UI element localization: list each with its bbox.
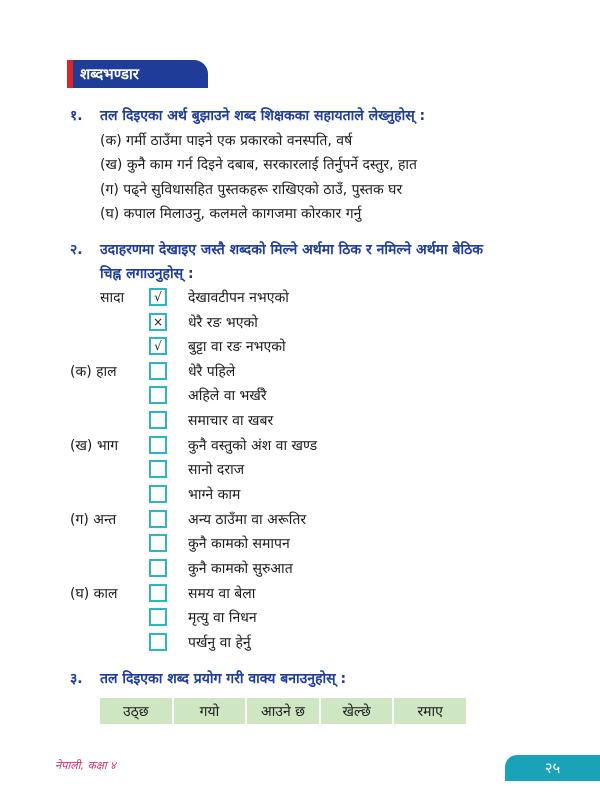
option-text: धेरै रङ भएको: [188, 315, 258, 331]
checkbox[interactable]: [149, 559, 167, 577]
option-text: कुनै वस्तुको अंश वा खण्ड: [188, 438, 318, 454]
q1-number: १.: [70, 108, 83, 124]
checkbox[interactable]: [149, 288, 167, 306]
option-text: बुट्टा वा रङ नभएको: [188, 339, 286, 355]
option-text: सानो दराज: [188, 462, 245, 478]
checkbox[interactable]: [149, 411, 167, 429]
checkbox[interactable]: [149, 608, 167, 626]
word-label-anta: (ग) अन्त: [70, 512, 117, 528]
word-cell: रमाए: [394, 698, 466, 724]
word-label-kaal: (घ) काल: [70, 586, 118, 602]
checkbox[interactable]: [149, 485, 167, 503]
checkbox[interactable]: [149, 460, 167, 478]
q1-instruction: तल दिइएका अर्थ बुझाउने शब्द शिक्षकका सहायताले लेख्नुहोस् :: [100, 108, 426, 124]
cross-mark: ×: [152, 315, 164, 329]
option-text: कुनै कामको समापन: [188, 536, 290, 552]
check-mark: √: [154, 290, 162, 304]
option-text: धेरै पहिले: [188, 364, 236, 380]
word-table: [100, 698, 466, 724]
option-text: समय वा बेला: [188, 586, 256, 602]
q1-item-kha: (ख) कुनै काम गर्न दिइने दबाब, सरकारलाई तिर्नुपर्ने दस्तुर, हात: [100, 157, 418, 173]
checkbox[interactable]: [149, 337, 167, 355]
q3-instruction: तल दिइएका शब्द प्रयोग गरी वाक्य बनाउनुहोस् :: [100, 671, 347, 687]
q2-instruction-line2: चिह्न लगाउनुहोस् :: [100, 266, 194, 282]
checkbox[interactable]: [149, 584, 167, 602]
word-cell: उठ्छ: [100, 698, 174, 724]
option-text: मृत्यु वा निधन: [188, 610, 257, 626]
q3-number: ३.: [70, 671, 83, 687]
word-label-saada: सादा: [100, 290, 125, 306]
section-header-accent: [67, 60, 73, 88]
checkbox[interactable]: [149, 510, 167, 528]
q2-number: २.: [70, 242, 83, 258]
q1-item-ga: (ग) पढ्ने सुविधासहित पुस्तकहरू राखिएको ठाउँ, पुस्तक घर: [100, 182, 403, 198]
checkbox[interactable]: [149, 362, 167, 380]
checkbox[interactable]: [149, 436, 167, 454]
book-title-footer: नेपाली, कक्षा ४: [55, 759, 116, 772]
word-label-bhaag: (ख) भाग: [70, 438, 119, 454]
word-cell: खेल्छे: [321, 698, 395, 724]
q1-item-gha: (घ) कपाल मिलाउनु, कलमले कागजमा कोरकार गर्नु: [100, 206, 362, 222]
option-text: कुनै कामको सुरुआत: [188, 561, 293, 577]
option-text: भाग्ने काम: [188, 487, 241, 503]
checkbox[interactable]: [149, 633, 167, 651]
option-text: समाचार वा खबर: [188, 413, 274, 429]
q1-item-ka: (क) गर्मी ठाउँमा पाइने एक प्रकारको वनस्पति, वर्ष: [100, 133, 353, 149]
option-text: अहिले वा भर्खरै: [188, 388, 267, 404]
page-number: २५: [505, 755, 600, 781]
section-title: शब्दभण्डार: [80, 65, 139, 83]
checkbox[interactable]: [149, 386, 167, 404]
option-text: पर्खनु वा हेर्नु: [188, 635, 251, 651]
checkbox[interactable]: [149, 313, 167, 331]
word-label-haal: (क) हाल: [70, 364, 117, 380]
option-text: देखावटीपन नभएको: [188, 290, 289, 306]
word-cell: गयो: [174, 698, 248, 724]
check-mark: √: [154, 339, 162, 353]
word-cell: आउने छ: [247, 698, 321, 724]
q2-instruction-line1: उदाहरणमा देखाइए जस्तै शब्दको मिल्ने अर्थमा ठिक र नमिल्ने अर्थमा बेठिक: [100, 242, 484, 258]
option-text: अन्य ठाउँमा वा अरूतिर: [188, 512, 307, 528]
checkbox[interactable]: [149, 534, 167, 552]
